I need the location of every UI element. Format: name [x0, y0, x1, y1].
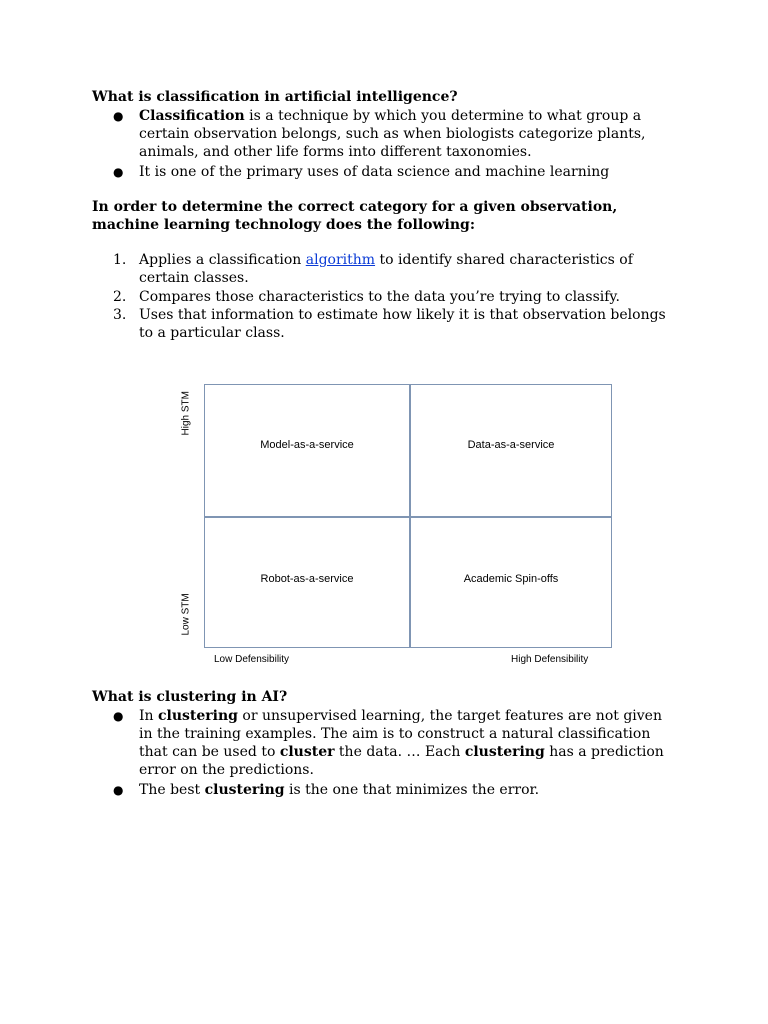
quadrant-bottom-right: Academic Spin-offs: [463, 573, 559, 585]
bold-term: clustering: [158, 708, 238, 724]
heading-steps: In order to determine the correct category for a given observation, machine learning technology does the following:: [92, 199, 618, 233]
step-number: 3.: [113, 307, 127, 323]
list-item: [139, 251, 679, 287]
bold-term: clustering: [464, 744, 545, 760]
list-item: [139, 107, 679, 161]
heading-clustering: What is clustering in AI?: [92, 689, 288, 705]
step-text: Applies a classification: [139, 252, 306, 268]
bullet-text: the data. … Each: [334, 744, 465, 760]
bullet-text: In: [139, 708, 158, 724]
x-axis-high-label: High Defensibility: [511, 654, 589, 665]
list-item: [139, 163, 679, 181]
step-number: 2.: [113, 289, 127, 305]
quadrant-matrix: [204, 384, 612, 648]
algorithm-link[interactable]: algorithm: [305, 252, 376, 268]
list-item: Uses that information to estimate how likely it is that observation belongs to a particular class.: [139, 307, 666, 341]
y-axis-high-label: High STM: [180, 391, 192, 436]
bullet-text: The best: [139, 782, 205, 798]
bullet-text: is the one that minimizes the error.: [284, 782, 540, 798]
quadrant-top-left: Model-as-a-service: [260, 439, 354, 451]
list-item: Compares those characteristics to the data you’re trying to classify.: [139, 289, 620, 305]
y-axis-low-label: Low STM: [180, 593, 192, 636]
matrix-divider-horizontal: [205, 516, 611, 518]
bullet-icon: ●: [113, 783, 124, 797]
bullet-text: or unsupervised learning, the target features are not given in the training examples. The aim is to construct a natural classification that can be used to: [139, 708, 662, 760]
bold-term: cluster: [279, 744, 335, 760]
bullet-icon: ●: [113, 165, 124, 179]
x-axis-low-label: Low Defensibility: [214, 654, 290, 665]
bold-term: Classification: [139, 108, 245, 124]
bullet-icon: ●: [113, 709, 124, 723]
bullet-text: has a prediction error on the predictions.: [139, 744, 664, 778]
quadrant-bottom-left: Robot-as-a-service: [260, 573, 354, 585]
bullet-text: is a technique by which you determine to what group a certain observation belongs, such as when biologists categorize plants, animals, and other life forms into different taxonomies.: [139, 108, 646, 160]
quadrant-top-right: Data-as-a-service: [467, 439, 555, 451]
list-item: [139, 781, 679, 799]
heading-classification: What is classification in artificial intelligence?: [92, 89, 458, 105]
bullet-icon: ●: [113, 109, 124, 123]
list-item: [139, 707, 679, 779]
step-number: 1.: [113, 252, 127, 268]
step-text: to identify shared characteristics of certain classes.: [139, 252, 633, 286]
bullet-text: It is one of the primary uses of data science and machine learning: [139, 164, 610, 180]
bold-term: clustering: [204, 782, 285, 798]
